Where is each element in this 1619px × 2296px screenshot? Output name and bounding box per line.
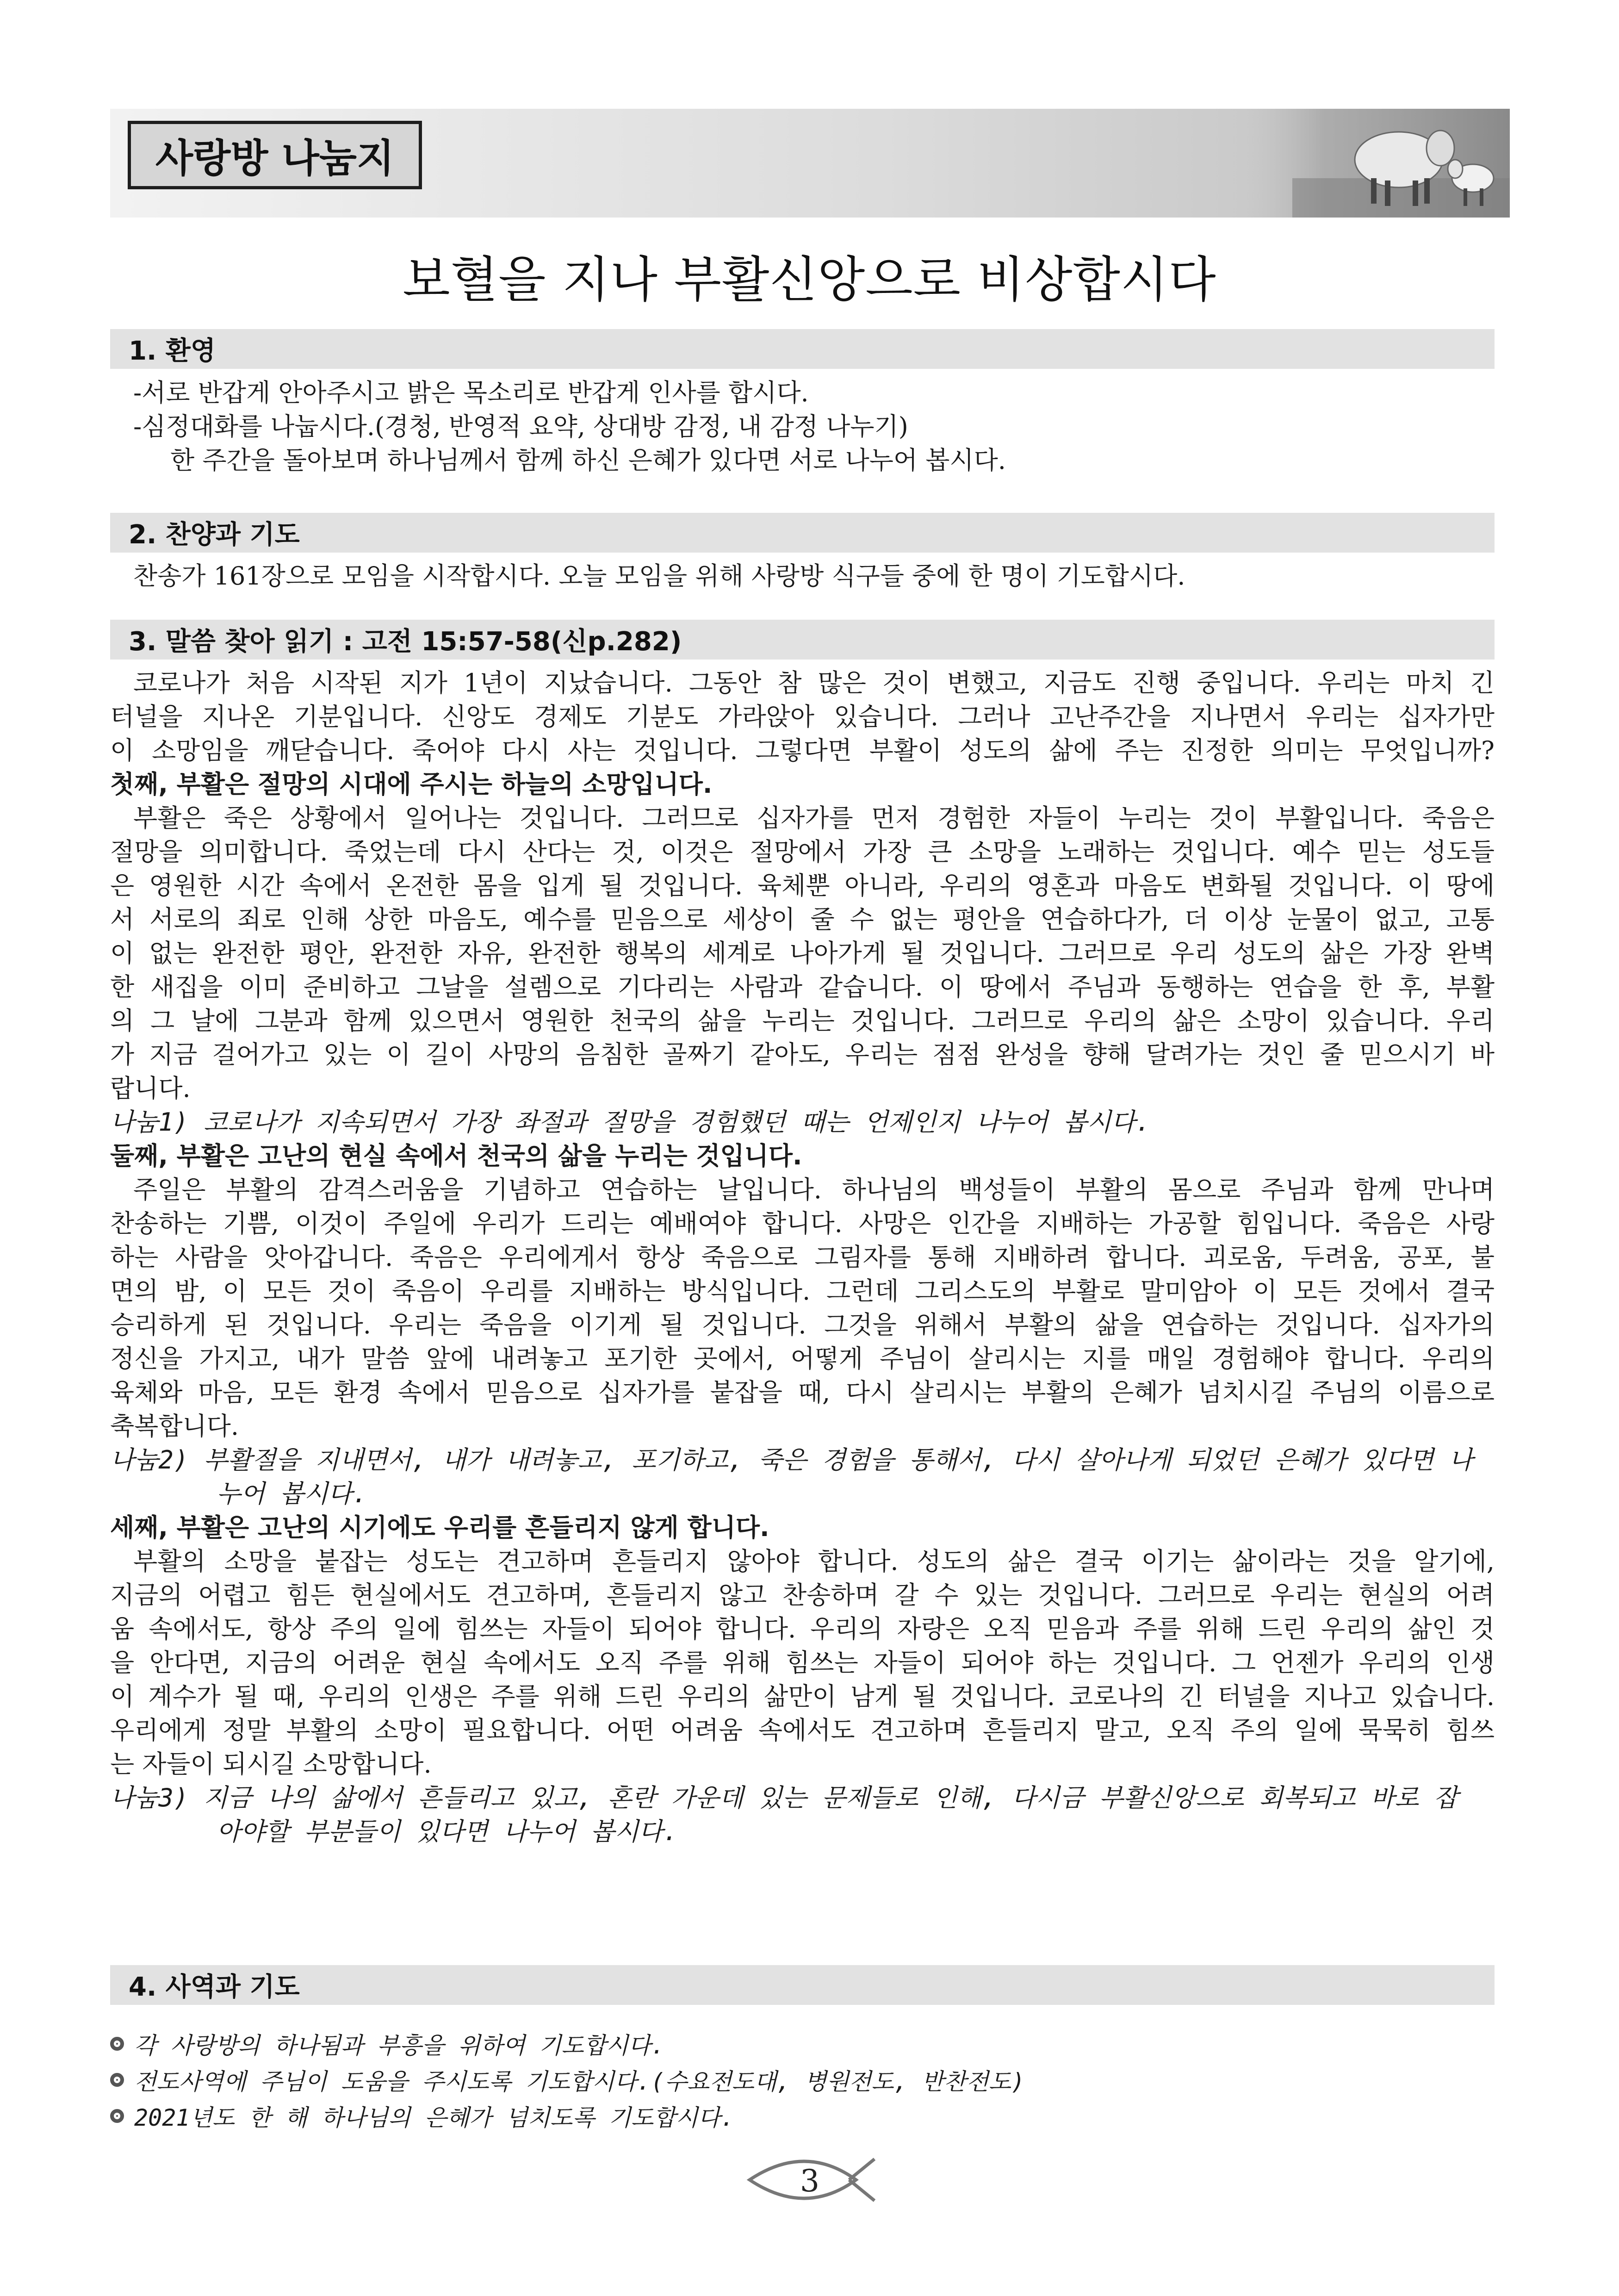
paragraph-line: 의 그 날에 그분과 함께 있으면서 영원한 천국의 삶을 누리는 것입니다. 그러므로 우리의 삶은 소망이 있습니다. 우리: [110, 1006, 1495, 1035]
share-question-1: 나눔1) 코로나가 지속되면서 가장 좌절과 절망을 경험했던 때는 언제인지 나누어 봅시다.: [110, 1108, 1151, 1137]
paragraph-line: 이 없는 완전한 평안, 완전한 자유, 완전한 행복의 세계로 나아가게 될 것입니다. 그러므로 우리 성도의 삶은 가장 완벽: [110, 939, 1495, 968]
paragraph-line: 육체와 마음, 모든 환경 속에서 믿음으로 십자가를 붙잡을 때, 다시 살리시는 부활의 은혜가 넘치시길 주님의 이름으로: [110, 1378, 1495, 1407]
paragraph-line: 우리에게 정말 부활의 소망이 필요합니다. 어떤 어려움 속에서도 견고하며 흔들리지 말고, 오직 주의 일에 묵묵히 힘쓰: [110, 1716, 1495, 1745]
paragraph-line: 이 계수가 될 때, 우리의 인생은 주를 위해 드린 우리의 삶만이 남게 될 것입니다. 코로나의 긴 터널을 지나고 있습니다.: [110, 1682, 1495, 1711]
header-banner: [110, 109, 1510, 218]
welcome-block: [110, 376, 1495, 477]
share-question-3: 나눔3) 지금 나의 삶에서 흔들리고 있고, 혼란 가운데 있는 문제들로 인해, 다시금 부활신앙으로 회복되고 바로 잡: [110, 1783, 1458, 1812]
paragraph-line: 찬송하는 기쁨, 이것이 주일에 우리가 드리는 예배여야 합니다. 사망은 인간을 지배하는 가공할 힘입니다. 죽음은 사랑: [110, 1209, 1495, 1238]
paragraph-line: 랍니다.: [110, 1074, 191, 1103]
section-heading-word: 3. 말씀 찾아 읽기 : 고전 15:57-58(신p.282): [110, 620, 1495, 660]
page-number: [740, 2147, 879, 2212]
point-heading: 둘째, 부활은 고난의 현실 속에서 천국의 삶을 누리는 것입니다.: [110, 1141, 802, 1170]
point-heading: 세째, 부활은 고난의 시기에도 우리를 흔들리지 않게 합니다.: [110, 1513, 769, 1542]
point-heading: 첫째, 부활은 절망의 시대에 주시는 하늘의 소망입니다.: [110, 770, 713, 799]
newsletter-label: 사랑방 나눔지: [128, 121, 422, 189]
word-block: [110, 666, 1495, 1848]
welcome-line: -심정대화를 나눕시다.(경청, 반영적 요약, 상대방 감정, 내 감정 나누기): [133, 412, 908, 441]
paragraph-line: 면의 밤, 이 모든 것이 죽음이 우리를 지배하는 방식입니다. 그런데 그리스도의 부활로 말미암아 이 모든 것에서 결국: [110, 1276, 1495, 1306]
paragraph-line: 절망을 의미합니다. 죽었는데 다시 산다는 것, 이것은 절망에서 가장 큰 소망을 노래하는 것입니다. 예수 믿는 성도들: [110, 837, 1495, 866]
praise-block: [110, 559, 1495, 593]
prayer-item: [110, 2027, 665, 2060]
share-question-2-cont: 누어 봅시다.: [217, 1479, 367, 1508]
prayer-item-text: 각 사랑방의 하나됨과 부흥을 위하여 기도합시다.: [134, 2032, 665, 2059]
paragraph-line: 주일은 부활의 감격스러움을 기념하고 연습하는 날입니다. 하나님의 백성들이 부활의 몸으로 주님과 함께 만나며: [133, 1175, 1495, 1204]
paragraph-line: 승리하게 된 것입니다. 우리는 죽음을 이기게 될 것입니다. 그것을 위해서 부활의 삶을 연습하는 것입니다. 십자가의: [110, 1310, 1495, 1339]
prayer-item-text: 2021년도 한 해 하나님의 은혜가 넘치도록 기도합시다.: [134, 2104, 735, 2131]
share-question-2: 나눔2) 부활절을 지내면서, 내가 내려놓고, 포기하고, 죽은 경험을 통해서, 다시 살아나게 되었던 은혜가 있다면 나: [110, 1445, 1473, 1475]
welcome-line: -서로 반갑게 안아주시고 밝은 목소리로 반갑게 인사를 합시다.: [133, 378, 809, 407]
section-heading-ministry: 4. 사역과 기도: [110, 1965, 1495, 2005]
welcome-line: 한 주간을 돌아보며 하나님께서 함께 하신 은혜가 있다면 서로 나누어 봅시다.: [170, 446, 1006, 475]
share-question-3-cont: 아야할 부분들이 있다면 나누어 봅시다.: [217, 1817, 678, 1846]
paragraph-line: 부활의 소망을 붙잡는 성도는 견고하며 흔들리지 않아야 합니다. 성도의 삶은 결국 이기는 삶이라는 것을 알기에,: [133, 1547, 1495, 1576]
sheep-photo-image: [1223, 109, 1510, 218]
section-heading-welcome: 1. 환영: [110, 329, 1495, 369]
page-number-text: 3: [800, 2163, 819, 2199]
circle-bullet-icon: [110, 2073, 124, 2087]
paragraph-line: 한 새집을 이미 준비하고 그날을 설렘으로 기다리는 사람과 같습니다. 이 땅에서 주님과 동행하는 연습을 한 후, 부활: [110, 972, 1495, 1002]
circle-bullet-icon: [110, 2109, 124, 2123]
paragraph-line: 하는 사람을 앗아갑니다. 죽음은 우리에게서 항상 죽음으로 그림자를 통해 지배하려 합니다. 괴로움, 두려움, 공포, 불: [110, 1243, 1495, 1272]
paragraph-line: 서 서로의 죄로 인해 상한 마음도, 예수를 믿음으로 세상이 줄 수 없는 평안을 연습하다가, 더 이상 눈물이 없고, 고통: [110, 905, 1495, 934]
paragraph-line: 은 영원한 시간 속에서 온전한 몸을 입게 될 것입니다. 육체뿐 아니라, 우리의 영혼과 마음도 변화될 것입니다. 이 땅에: [110, 871, 1495, 900]
paragraph-line: 움 속에서도, 항상 주의 일에 힘쓰는 자들이 되어야 합니다. 우리의 자랑은 오직 믿음과 주를 위해 드린 우리의 삶인 것: [110, 1614, 1495, 1643]
paragraph-line: 부활은 죽은 상황에서 일어나는 것입니다. 그러므로 십자가를 먼저 경험한 자들이 누리는 것이 부활입니다. 죽음은: [133, 803, 1495, 833]
section-heading-praise: 2. 찬양과 기도: [110, 513, 1495, 553]
intro-line: 이 소망임을 깨닫습니다. 죽어야 다시 사는 것입니다. 그렇다면 부활이 성도의 삶에 주는 진정한 의미는 무엇입니까?: [110, 736, 1495, 765]
paragraph-line: 정신을 가지고, 내가 말씀 앞에 내려놓고 포기한 곳에서, 어떻게 주님이 살리시는 지를 매일 경험해야 합니다. 우리의: [110, 1344, 1495, 1373]
paragraph-line: 축복합니다.: [110, 1412, 239, 1441]
intro-line: 코로나가 처음 시작된 지가 1년이 지났습니다. 그동안 참 많은 것이 변했고, 지금도 진행 중입니다. 우리는 마치 긴: [133, 668, 1495, 697]
circle-bullet-icon: [110, 2037, 124, 2051]
paragraph-line: 지금의 어렵고 힘든 현실에서도 견고하며, 흔들리지 않고 찬송하며 갈 수 있는 것입니다. 그러므로 우리는 현실의 어려: [110, 1580, 1495, 1610]
praise-text: 찬송가 161장으로 모임을 시작합시다. 오늘 모임을 위해 사랑방 식구들 중에 한 명이 기도합시다.: [133, 561, 1185, 591]
prayer-item: [110, 2099, 734, 2133]
prayer-item: [110, 2063, 1025, 2097]
intro-line: 터널을 지나온 기분입니다. 신앙도 경제도 기분도 가라앉아 있습니다. 그러나 고난주간을 지나면서 우리는 십자가만: [110, 702, 1495, 731]
paragraph-line: 는 자들이 되시길 소망합니다.: [110, 1749, 432, 1779]
paragraph-line: 을 안다면, 지금의 어려운 현실 속에서도 오직 주를 위해 힘쓰는 자들이 되어야 하는 것입니다. 그 언젠가 우리의 인생: [110, 1648, 1495, 1677]
prayer-item-text: 전도사역에 주님이 도움을 주시도록 기도합시다.(수요전도대, 병원전도, 반찬전도): [134, 2068, 1025, 2095]
paragraph-line: 가 지금 걸어가고 있는 이 길이 사망의 음침한 골짜기 같아도, 우리는 점점 완성을 향해 달려가는 것인 줄 믿으시기 바: [110, 1040, 1495, 1069]
page-title: 보혈을 지나 부활신앙으로 비상합시다: [403, 251, 1216, 308]
